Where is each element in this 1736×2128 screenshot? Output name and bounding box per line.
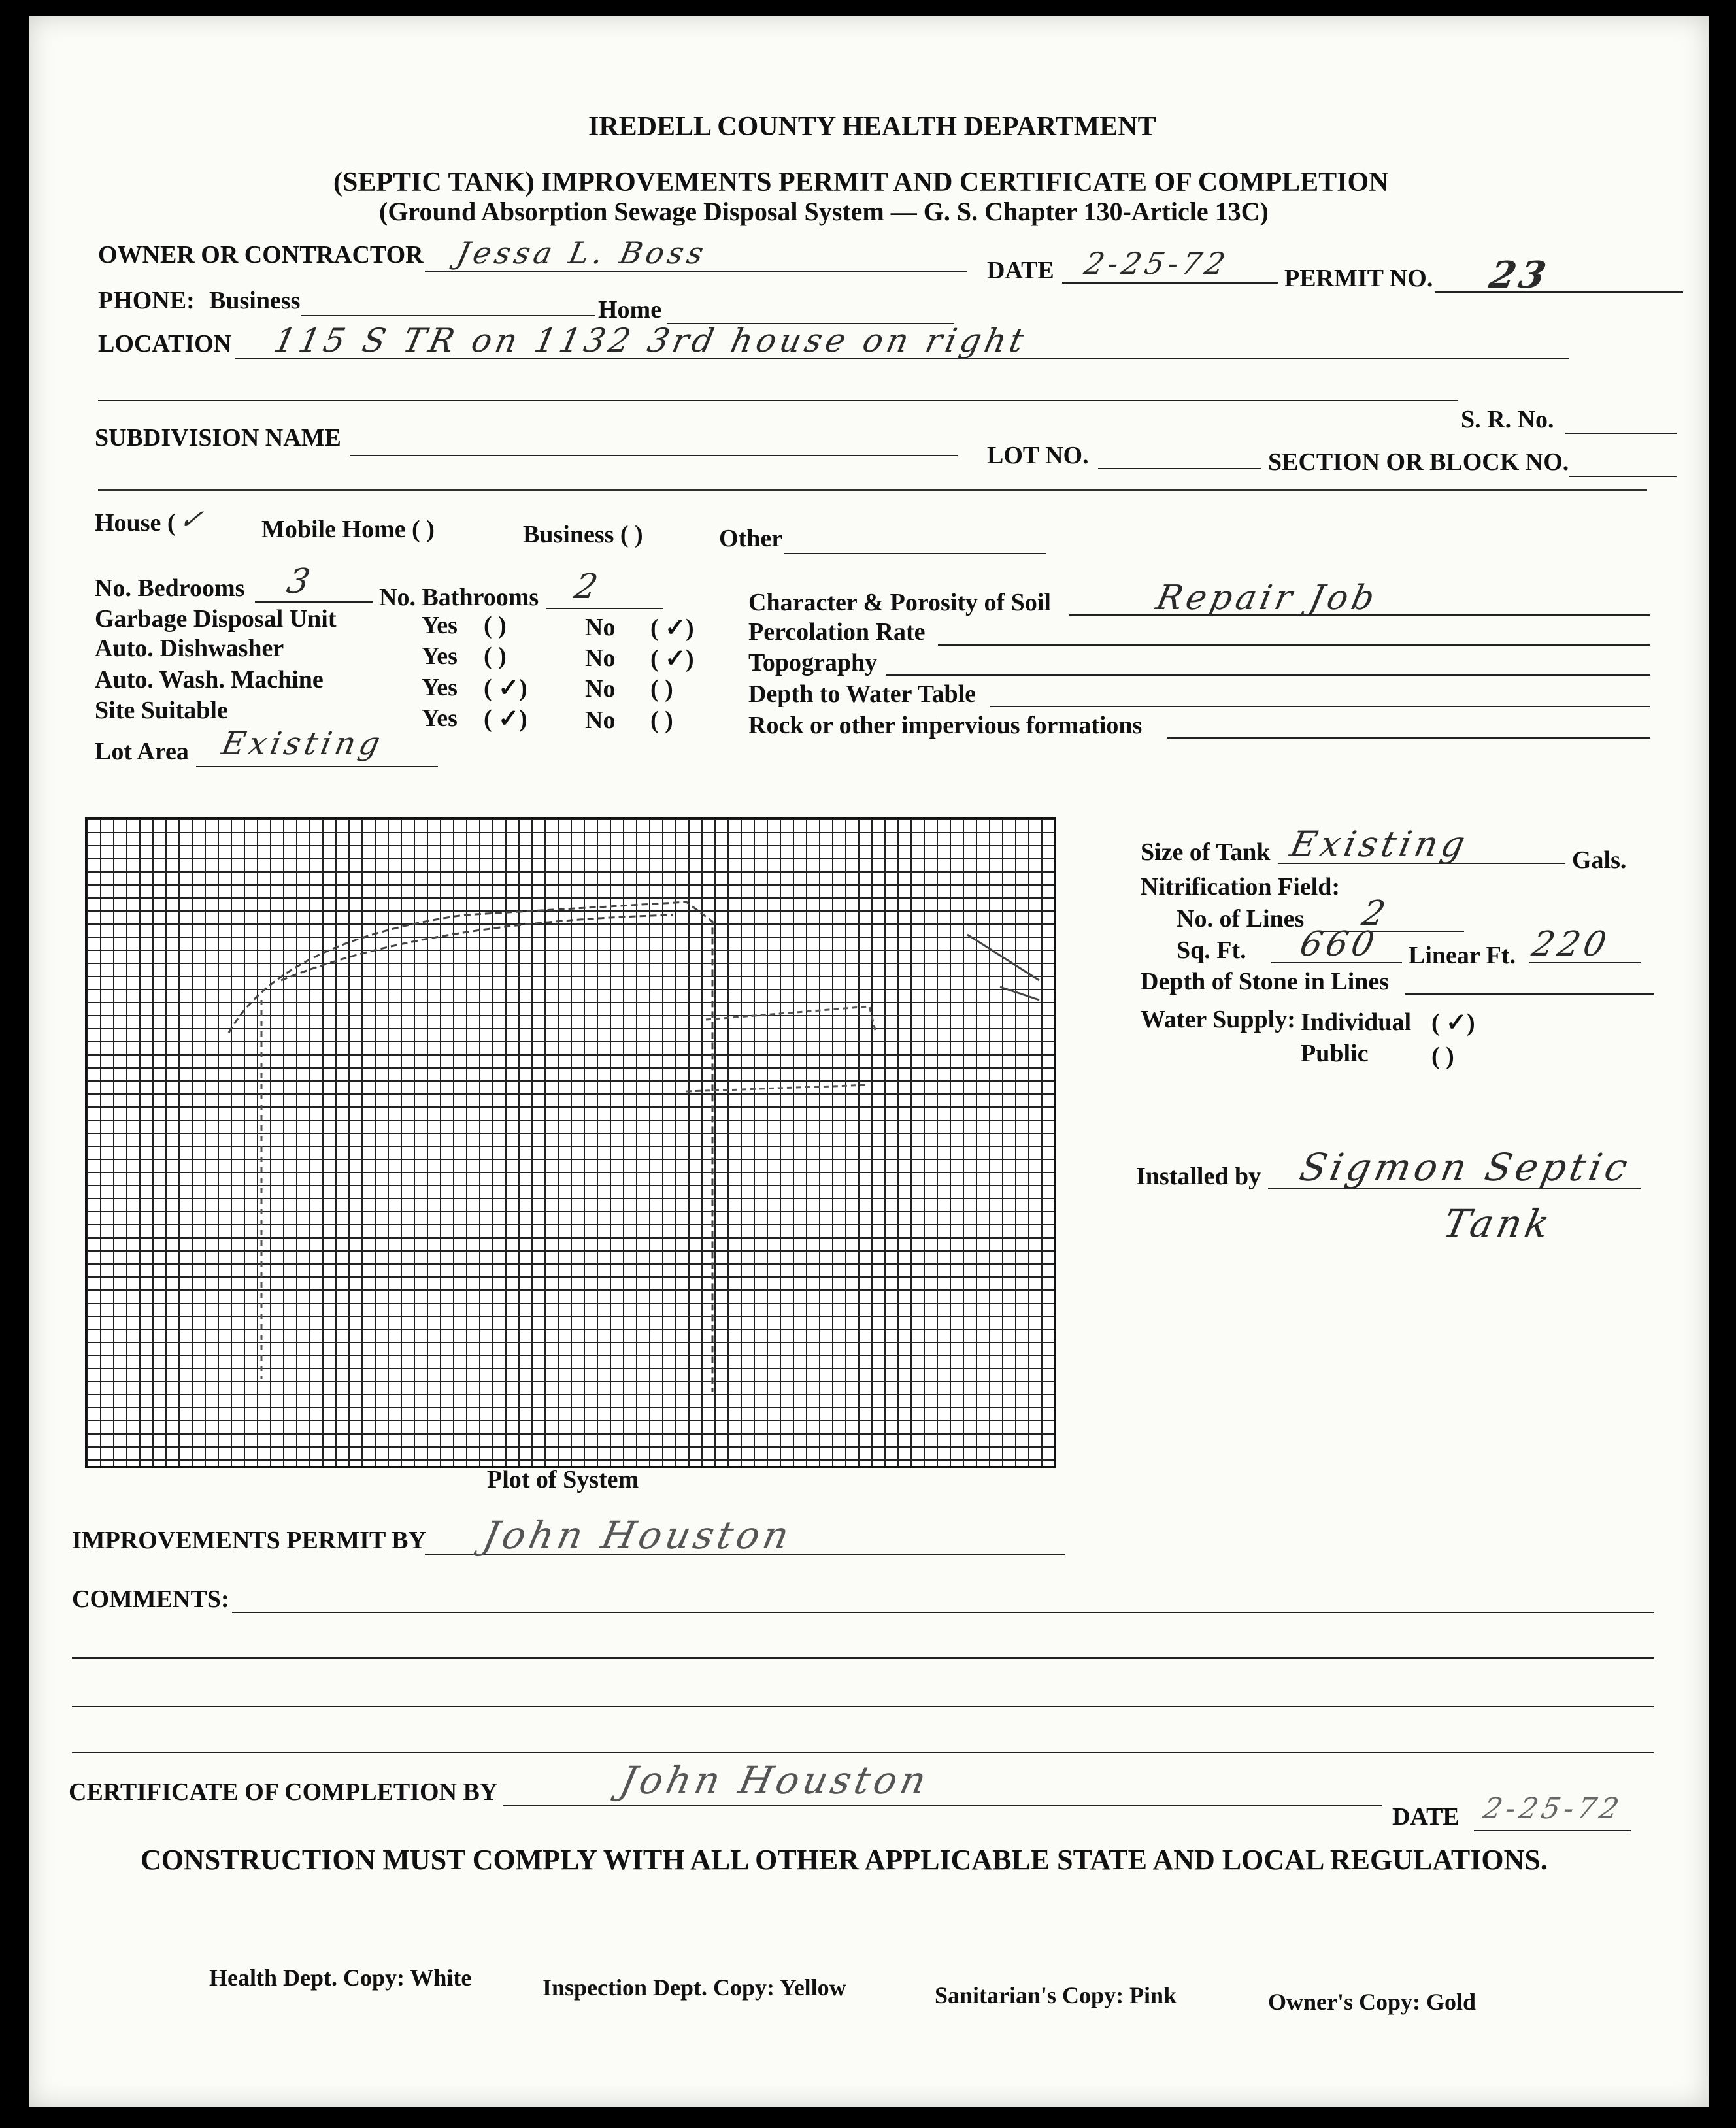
phone-label: PHONE: — [98, 287, 195, 314]
subdivision-line[interactable] — [350, 455, 958, 456]
wash-machine-yes-box[interactable]: ( ✓) — [484, 674, 527, 702]
garbage-disposal-label: Garbage Disposal Unit — [95, 605, 337, 633]
copy-health-dept: Health Dept. Copy: White — [209, 1965, 472, 1991]
section-label: SECTION OR BLOCK NO. — [1268, 448, 1569, 476]
owner-value[interactable]: Jessa L. Boss — [454, 235, 711, 271]
plot-sketch — [85, 817, 1052, 1464]
location-line-2[interactable] — [98, 400, 1458, 401]
date-line — [1062, 282, 1278, 284]
installed-by-value[interactable]: Sigmon Septic — [1295, 1145, 1635, 1189]
bathrooms-label: No. Bathrooms — [379, 584, 539, 611]
soil-character-label: Character & Porosity of Soil — [748, 589, 1051, 616]
department-name: IREDELL COUNTY HEALTH DEPARTMENT — [588, 112, 1156, 142]
certificate-date-value[interactable]: 2-25-72 — [1480, 1792, 1626, 1825]
permit-by-signature[interactable]: John Houston — [478, 1513, 797, 1557]
permit-by-label: IMPROVEMENTS PERMIT BY — [72, 1527, 426, 1554]
nitrification-label: Nitrification Field: — [1141, 873, 1340, 901]
house-label: House ( — [95, 509, 176, 537]
topography-line[interactable] — [886, 674, 1650, 676]
location-value[interactable]: 115 S TR on 1132 3rd house on right — [270, 322, 1031, 359]
dishwasher-yes: Yes — [422, 642, 458, 670]
phone-business-label: Business — [209, 287, 301, 314]
comments-label: COMMENTS: — [72, 1586, 229, 1613]
stone-depth-line[interactable] — [1405, 993, 1654, 995]
form-title: (SEPTIC TANK) IMPROVEMENTS PERMIT AND CERTIFICATE OF COMPLETION — [333, 167, 1389, 197]
owner-label: OWNER OR CONTRACTOR — [98, 241, 424, 269]
topography-label: Topography — [748, 649, 878, 676]
gals-label: Gals. — [1572, 846, 1627, 874]
water-table-label: Depth to Water Table — [748, 680, 976, 708]
phone-business-line[interactable] — [301, 315, 595, 316]
dishwasher-no: No — [585, 644, 616, 672]
sr-no-label: S. R. No. — [1461, 406, 1554, 433]
percolation-line[interactable] — [938, 644, 1650, 646]
public-box[interactable]: ( ) — [1431, 1042, 1454, 1070]
sr-no-line[interactable] — [1565, 433, 1677, 434]
permit-line — [1435, 291, 1683, 293]
date-label: DATE — [987, 257, 1054, 284]
site-suitable-yes: Yes — [422, 705, 458, 732]
linear-ft-label: Linear Ft. — [1409, 942, 1516, 969]
location-label: LOCATION — [98, 330, 232, 357]
dishwasher-yes-box[interactable]: ( ) — [484, 642, 507, 670]
subdivision-label: SUBDIVISION NAME — [95, 424, 341, 452]
individual-box[interactable]: ( ✓) — [1431, 1009, 1475, 1037]
tank-size-value[interactable]: Existing — [1286, 823, 1473, 865]
permit-label: PERMIT NO. — [1284, 265, 1433, 292]
dishwasher-label: Auto. Dishwasher — [95, 635, 284, 662]
date-value[interactable]: 2-25-72 — [1081, 246, 1233, 281]
public-label: Public — [1301, 1040, 1369, 1067]
lot-no-line[interactable] — [1098, 468, 1261, 469]
dishwasher-no-box[interactable]: ( ✓) — [650, 645, 694, 673]
lot-area-line — [196, 766, 438, 767]
certificate-date-line — [1474, 1830, 1631, 1831]
bedrooms-value[interactable]: 3 — [283, 562, 318, 601]
rock-line[interactable] — [1167, 737, 1650, 739]
lines-value[interactable]: 2 — [1358, 894, 1393, 933]
section-line[interactable] — [1569, 476, 1677, 477]
other-line[interactable] — [784, 553, 1046, 554]
site-suitable-no-box[interactable]: ( ) — [650, 707, 673, 734]
house-check[interactable]: ✓ — [176, 503, 210, 535]
compliance-notice: CONSTRUCTION MUST COMPLY WITH ALL OTHER APPLICABLE STATE AND LOCAL REGULATIONS. — [141, 1844, 1548, 1876]
site-suitable-no: No — [585, 707, 616, 734]
wash-machine-label: Auto. Wash. Machine — [95, 666, 324, 693]
plot-caption: Plot of System — [487, 1466, 639, 1493]
stone-depth-label: Depth of Stone in Lines — [1141, 968, 1390, 995]
certificate-date-label: DATE — [1392, 1803, 1460, 1831]
comments-line-3[interactable] — [72, 1706, 1654, 1707]
garbage-disposal-yes-box[interactable]: ( ) — [484, 612, 507, 639]
wash-machine-no-box[interactable]: ( ) — [650, 675, 673, 703]
garbage-disposal-yes: Yes — [422, 612, 458, 639]
copy-inspection-dept: Inspection Dept. Copy: Yellow — [542, 1974, 846, 2001]
garbage-disposal-no: No — [585, 614, 616, 641]
tank-size-label: Size of Tank — [1141, 839, 1271, 866]
certificate-line — [503, 1805, 1382, 1806]
comments-line-4[interactable] — [72, 1752, 1654, 1753]
wash-machine-yes: Yes — [422, 674, 458, 701]
installed-by-label: Installed by — [1136, 1163, 1261, 1190]
bedrooms-line — [255, 601, 373, 603]
percolation-label: Percolation Rate — [748, 618, 926, 646]
water-supply-label: Water Supply: — [1141, 1006, 1295, 1033]
certificate-signature[interactable]: John Houston — [616, 1758, 934, 1803]
site-suitable-yes-box[interactable]: ( ✓) — [484, 705, 527, 733]
lot-area-value[interactable]: Existing — [218, 725, 388, 762]
form-subtitle: (Ground Absorption Sewage Disposal System — G. S. Chapter 130-Article 13C) — [379, 197, 1269, 226]
installed-by-value-2[interactable]: Tank — [1439, 1201, 1558, 1246]
site-suitable-label: Site Suitable — [95, 697, 228, 724]
business-option[interactable]: Business ( ) — [523, 521, 643, 548]
other-label: Other — [719, 525, 783, 552]
soil-character-value[interactable]: Repair Job — [1152, 578, 1382, 618]
bathrooms-value[interactable]: 2 — [571, 567, 605, 607]
phone-home-label: Home — [598, 296, 662, 324]
garbage-disposal-no-box[interactable]: ( ✓) — [650, 614, 694, 642]
lot-area-label: Lot Area — [95, 738, 189, 765]
bedrooms-label: No. Bedrooms — [95, 574, 245, 602]
wash-machine-no: No — [585, 675, 616, 703]
certificate-label: CERTIFICATE OF COMPLETION BY — [69, 1778, 498, 1806]
mobile-home-option[interactable]: Mobile Home ( ) — [261, 516, 435, 543]
copy-sanitarian: Sanitarian's Copy: Pink — [935, 1982, 1177, 2008]
sqft-value[interactable]: 660 — [1296, 925, 1382, 964]
sqft-label: Sq. Ft. — [1177, 937, 1246, 964]
separator — [98, 489, 1647, 491]
comments-line-2[interactable] — [72, 1657, 1654, 1659]
permit-value[interactable]: 23 — [1485, 254, 1554, 297]
bathrooms-line — [546, 608, 663, 609]
linear-ft-value[interactable]: 220 — [1528, 925, 1614, 964]
lot-no-label: LOT NO. — [987, 442, 1089, 469]
copy-owner: Owner's Copy: Gold — [1268, 1989, 1477, 2015]
rock-label: Rock or other impervious formations — [748, 712, 1143, 739]
comments-line-1[interactable] — [232, 1612, 1654, 1613]
individual-label: Individual — [1301, 1008, 1411, 1036]
lines-label: No. of Lines — [1177, 905, 1305, 933]
owner-line — [425, 271, 967, 272]
water-table-line[interactable] — [990, 706, 1650, 707]
